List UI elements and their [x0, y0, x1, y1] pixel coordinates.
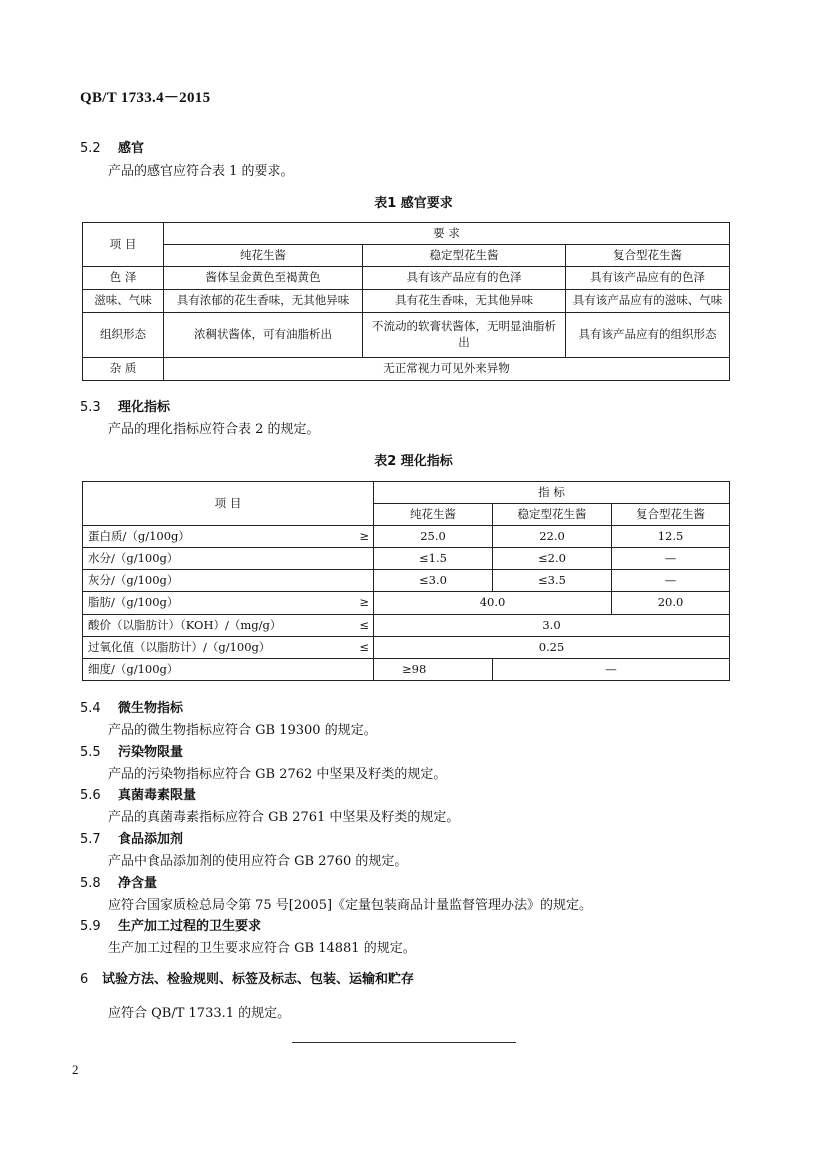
table-cell: 具有该产品应有的色泽 — [566, 267, 730, 290]
table-cell: ≤2.0 — [493, 548, 612, 570]
table-cell: 具有该产品应有的色泽 — [363, 267, 566, 290]
physicochemical-table — [82, 481, 730, 681]
row-header — [83, 548, 374, 570]
section-title: 理化指标 — [118, 400, 171, 415]
row-label: 细度/（g/100g） — [88, 661, 179, 676]
table-row — [83, 592, 730, 615]
col-header-type: 纯花生酱 — [164, 245, 363, 267]
table-row — [83, 659, 730, 681]
table-cell: 无正常视力可见外来异物 — [164, 358, 730, 381]
section-5-4-heading — [80, 697, 183, 716]
section-5-7-text: 产品中食品添加剂的使用应符合 GB 2760 的规定。 — [108, 854, 408, 869]
section-5-7-heading — [80, 828, 183, 847]
row-header: 色 泽 — [83, 267, 164, 290]
section-5-3-text: 产品的理化指标应符合表 2 的规定。 — [108, 422, 320, 437]
section-number: 5.2 — [80, 141, 101, 156]
row-header — [83, 637, 374, 659]
table-cell: 具有花生香味，无其他异味 — [363, 290, 566, 313]
table-cell: 3.0 — [374, 615, 730, 637]
table-cell: 25.0 — [374, 526, 493, 548]
section-number: 5.9 — [80, 919, 101, 934]
section-number: 5.6 — [80, 788, 101, 803]
row-label: 蛋白质/（g/100g） — [88, 528, 190, 543]
table-row — [83, 313, 730, 358]
table-cell: 0.25 — [374, 637, 730, 659]
section-5-6-heading — [80, 784, 196, 803]
table-cell: ≤1.5 — [374, 548, 493, 570]
table2-title: 表2 理化指标 — [374, 454, 453, 469]
section-number: 5.5 — [80, 745, 101, 760]
table-row — [83, 548, 730, 570]
col-header-index: 指 标 — [374, 482, 730, 504]
section-5-6-text: 产品的真菌毒素指标应符合 GB 2761 中坚果及籽类的规定。 — [108, 810, 460, 825]
table-row — [83, 615, 730, 637]
section-number: 5.4 — [80, 701, 101, 716]
col-header-type: 稳定型花生酱 — [363, 245, 566, 267]
section-number: 5.3 — [80, 400, 101, 415]
table-cell: 不流动的软膏状酱体，无明显油脂析出 — [363, 313, 566, 358]
section-title: 感官 — [118, 141, 145, 156]
table-cell: — — [612, 548, 730, 570]
page-number: 2 — [72, 1062, 79, 1077]
sensory-table — [82, 222, 730, 381]
table-cell: ≤3.0 — [374, 570, 493, 592]
table-cell: 酱体呈金黄色至褐黄色 — [164, 267, 363, 290]
col-header-requirement: 要 求 — [164, 223, 730, 245]
comparison-symbol: ≤ — [359, 639, 369, 654]
section-5-8-heading — [80, 872, 157, 891]
row-header: 滋味、气味 — [83, 290, 164, 313]
section-6-heading — [80, 968, 414, 987]
row-label: 脂肪/（g/100g） — [88, 595, 179, 610]
comparison-symbol: ≥ — [359, 528, 369, 543]
section-5-2-heading — [80, 137, 144, 156]
section-5-9-text: 生产加工过程的卫生要求应符合 GB 14881 的规定。 — [108, 941, 416, 956]
row-header — [83, 592, 374, 615]
table-row — [83, 526, 730, 548]
table-cell: — — [493, 659, 730, 681]
section-number: 5.8 — [80, 876, 101, 891]
table-row — [83, 637, 730, 659]
section-number: 6 — [80, 972, 89, 987]
table-cell: — — [612, 570, 730, 592]
row-label: 过氧化值（以脂肪计）/（g/100g） — [88, 639, 271, 654]
table-cell: ≤3.5 — [493, 570, 612, 592]
table-cell: 22.0 — [493, 526, 612, 548]
section-title: 污染物限量 — [118, 745, 184, 760]
table-cell: 具有该产品应有的组织形态 — [566, 313, 730, 358]
row-label: 酸价（以脂肪计）（KOH）/（mg/g） — [88, 617, 282, 632]
table1-title: 表1 感官要求 — [374, 196, 453, 211]
table-cell: 浓稠状酱体，可有油脂析出 — [164, 313, 363, 358]
section-5-9-heading — [80, 915, 261, 934]
row-header — [83, 615, 374, 637]
col-header-type: 稳定型花生酱 — [493, 504, 612, 526]
row-label: 水分/（g/100g） — [88, 550, 179, 565]
section-5-5-text: 产品的污染物指标应符合 GB 2762 中坚果及籽类的规定。 — [108, 767, 447, 782]
section-title: 食品添加剂 — [118, 832, 184, 847]
section-6-text: 应符合 QB/T 1733.1 的规定。 — [108, 1006, 291, 1021]
table-cell: 具有该产品应有的滋味、气味 — [566, 290, 730, 313]
table-row — [83, 290, 730, 313]
table-cell: 12.5 — [612, 526, 730, 548]
table-cell: 40.0 — [374, 592, 612, 615]
section-title: 微生物指标 — [118, 701, 184, 716]
table-cell: 20.0 — [612, 592, 730, 615]
section-5-3-heading — [80, 396, 170, 415]
section-title: 生产加工过程的卫生要求 — [118, 919, 262, 934]
row-header — [83, 526, 374, 548]
table-row — [83, 358, 730, 381]
section-title: 净含量 — [118, 876, 158, 891]
row-header: 杂 质 — [83, 358, 164, 381]
section-title: 试验方法、检验规则、标签及标志、包装、运输和贮存 — [102, 972, 415, 987]
comparison-symbol: ≥ — [359, 595, 369, 610]
section-title: 真菌毒素限量 — [118, 788, 197, 803]
section-5-2-text: 产品的感官应符合表 1 的要求。 — [108, 164, 294, 179]
document-code: QB/T 1733.4－2015 — [80, 90, 211, 106]
section-5-5-heading — [80, 741, 183, 760]
table-cell: ≥98 — [374, 659, 493, 681]
row-label: 灰分/（g/100g） — [88, 572, 179, 587]
col-header-item: 项 目 — [83, 482, 374, 526]
col-header-item: 项 目 — [83, 223, 164, 267]
table-row — [83, 570, 730, 592]
table-row — [83, 267, 730, 290]
table-cell: 具有浓郁的花生香味，无其他异味 — [164, 290, 363, 313]
section-5-8-text: 应符合国家质检总局令第 75 号[2005]《定量包装商品计量监督管理办法》的规定。 — [108, 898, 593, 913]
col-header-type: 复合型花生酱 — [612, 504, 730, 526]
section-5-4-text: 产品的微生物指标应符合 GB 19300 的规定。 — [108, 723, 377, 738]
comparison-symbol: ≤ — [359, 617, 369, 632]
row-header: 组织形态 — [83, 313, 164, 358]
col-header-type: 复合型花生酱 — [566, 245, 730, 267]
end-rule — [292, 1042, 516, 1043]
row-header — [83, 570, 374, 592]
col-header-type: 纯花生酱 — [374, 504, 493, 526]
row-header — [83, 659, 374, 681]
section-number: 5.7 — [80, 832, 101, 847]
